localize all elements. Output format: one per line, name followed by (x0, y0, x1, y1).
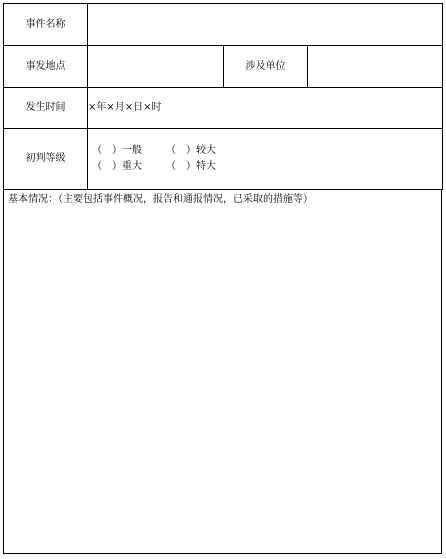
row-event-name (4, 4, 443, 46)
level-option-label: 一般 (122, 145, 142, 156)
level-option-label: 重大 (122, 161, 142, 172)
form-header-table (3, 3, 443, 190)
level-option-label: 较大 (196, 145, 216, 156)
level-option-extreme[interactable] (166, 161, 240, 173)
level-label: 初判等级 (4, 129, 88, 190)
level-checkbox[interactable]: （ ） (92, 145, 122, 156)
level-checkbox[interactable]: （ ） (92, 161, 122, 172)
units-field[interactable] (308, 46, 443, 88)
level-checkbox[interactable]: （ ） (166, 161, 196, 172)
row-time (4, 88, 443, 129)
level-option-major[interactable] (92, 161, 166, 173)
time-label: 发生时间 (4, 88, 88, 129)
level-option-label: 特大 (196, 161, 216, 172)
units-label: 涉及单位 (224, 46, 308, 88)
row-location (4, 46, 443, 88)
location-label: 事发地点 (4, 46, 88, 88)
row-level (4, 129, 443, 190)
summary-label: 基本情况：（主要包括事件概况，报告和通报情况，已采取的措施等） (8, 194, 313, 205)
event-name-label: 事件名称 (4, 4, 88, 46)
time-field[interactable]: ×年×月×日×时 (88, 88, 443, 129)
level-options (88, 129, 443, 190)
level-checkbox[interactable]: （ ） (166, 145, 196, 156)
summary-section[interactable] (3, 190, 442, 554)
level-option-larger[interactable] (166, 145, 240, 157)
location-field[interactable] (88, 46, 224, 88)
event-name-field[interactable] (88, 4, 443, 46)
incident-report-form (3, 3, 442, 555)
level-option-general[interactable] (92, 145, 166, 157)
